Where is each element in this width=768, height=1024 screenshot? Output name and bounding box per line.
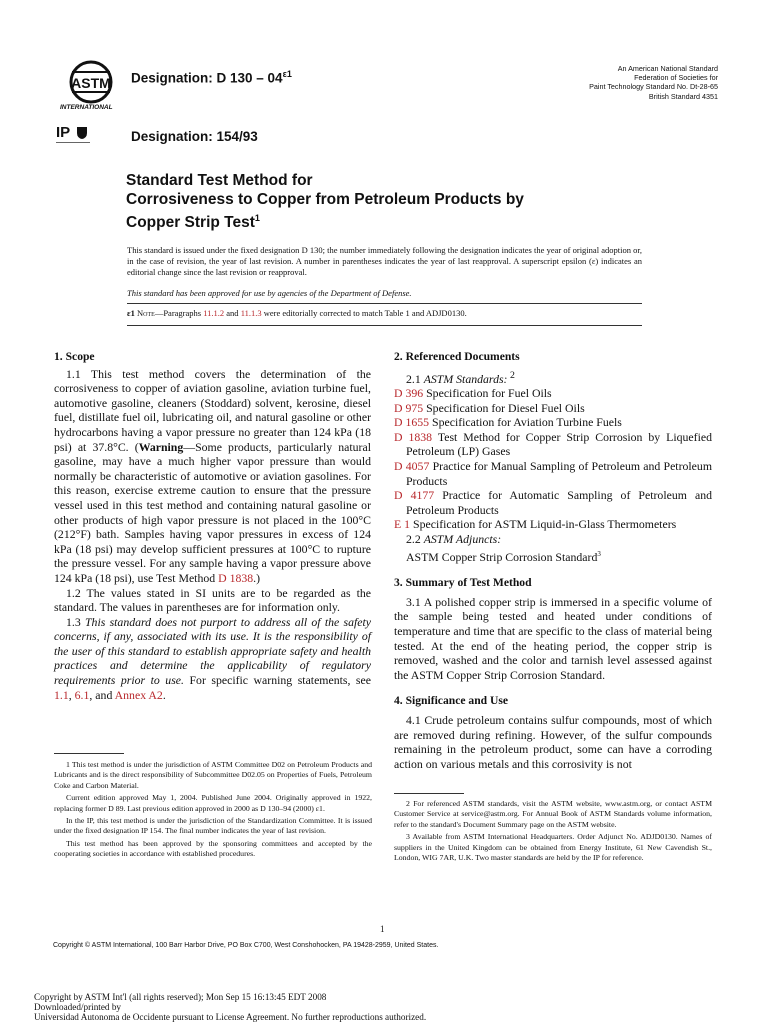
designation-ip: Designation: 154/93 <box>131 129 258 144</box>
adjunct: ASTM Copper Strip Corrosion Standard$^3$ <box>406 549 601 564</box>
ip-logo <box>56 124 90 160</box>
footnote: Current edition approved May 1, 2004. Published June 2004. Originally approved in 1922, replacing former D 89. Last previous edition approved in 2000 as D 130–94 (2000) ε1. <box>54 793 372 813</box>
divider <box>127 325 642 326</box>
document-title <box>126 171 686 232</box>
reference-code-link[interactable]: D 1838 <box>394 429 433 444</box>
paragraph-1-2: 1.2 The values stated in SI units are to be regarded as the standard. The values in parentheses are for information only. <box>54 585 371 615</box>
reference-code-link[interactable]: D 975 <box>394 400 424 415</box>
footnote: In the IP, this test method is under the jurisdiction of the Standardization Committee. It is issued under the fixed designation IP 154. The final number indicates the year of last revision. <box>54 816 372 836</box>
scope-section <box>54 350 371 702</box>
astm-logo-caption: INTERNATIONAL <box>60 104 113 111</box>
subsection-2-2: 2.2 ASTM Adjuncts: <box>406 532 502 547</box>
standard-info-line: British Standard 4351 <box>648 91 718 101</box>
footnotes-left <box>54 760 372 862</box>
paragraph-3-1: 3.1 A polished copper strip is immersed in a specific volume of the sample being tested and heated under conditions of temperature and time that are specific to the class of material being tested. At the end of the heating period, the copper strip is removed, washed and the color and tarnish level assessed against the ASTM Copper Strip Corrosion Standard. <box>394 594 712 682</box>
section-heading: 2. Referenced Documents <box>394 350 520 363</box>
page-number: 1 <box>380 924 385 934</box>
footnote: 1 This test method is under the jurisdiction of ASTM Committee D02 on Petroleum Products and Lubricants and is the direct responsibility of Subcommittee D02.05 on Properties of Fuels, Petroleum Coke and Carbon Material. <box>54 760 372 790</box>
footnote: 2 For referenced ASTM standards, visit the ASTM website, www.astm.org, or contact ASTM Customer Service at service@astm.org. For Annual Book of ASTM Standards volume information, refer to the standard's Document Summary page on the ASTM website. <box>394 799 712 829</box>
footnotes-right <box>394 799 712 865</box>
designation-astm: Designation: D $130 - 04^{\varepsilon 1}$ <box>131 69 292 86</box>
shield-icon <box>76 126 88 140</box>
paragraph-1-1: 1.1 This test method covers the determination of the corrosiveness to copper of aviation gasoline, aviation turbine fuel, automotive gasoline, cleaners (Stoddard) solvent, kerosine, diesel fuel, distillate fuel oil, lubricating oil, and natural gasoline or other hydrocarbons having a vapor pressure no greater than 124 kPa (18 psi) at 37.8°C. (Warning—Some products, particularly natural gasoline, may have a much higher vapor pressure than would normally be characteristic of automotive or aviation gasolines. For this reason, exercise extreme caution to ensure that the pressure vessel used in this test method and containing natural gasoline or other products of high vapor pressure is not placed in the 100°C (212°F) bath. Samples having vapor pressures in excess of 124 kPa (18 psi) may develop sufficient pressures at 100°C to rupture the pressure vessel. For any sample having a vapor pressure above 124 kPa (18 psi), use Test Method D 1838.) <box>54 366 371 585</box>
link-d1838[interactable]: D 1838 <box>218 570 254 585</box>
footnote-divider <box>54 753 124 754</box>
reference-list <box>394 386 712 532</box>
download-line: Copyright by ASTM Int'l (all rights reserved); Mon Sep 15 16:13:45 EDT 2008 <box>34 992 327 1002</box>
footnote: This test method has been approved by the sponsoring committees and accepted by the cooperating societies in accordance with established procedures. <box>54 838 372 859</box>
reference-item: D 396 Specification for Fuel Oils <box>394 386 552 401</box>
reference-code-link[interactable]: D 4177 <box>394 488 435 503</box>
paragraph-4-1: 4.1 Crude petroleum contains sulfur compounds, most of which are removed during refining. However, of the sulfur compounds remaining in the petroleum product, some can have a corroding action on various metals and this corrosivity is not <box>394 712 712 771</box>
reference-code-link[interactable]: D 1655 <box>394 415 430 430</box>
standard-info-block <box>488 64 718 101</box>
ip-logo-text: IP <box>56 124 71 141</box>
divider <box>127 303 642 304</box>
paragraph-1-3: 1.3 This standard does not purport to address all of the safety concerns, if any, associated with its use. It is the responsibility of the user of this standard to establish appropriate safety and health practices and determine the applicability of regulatory requirements prior to use. For specific warning statements, see 1.1, 6.1, and Annex A2. <box>54 614 371 702</box>
dod-approval: This standard has been approved for use by agencies of the Department of Defense. <box>127 288 412 298</box>
footnote: 3 Available from ASTM International Headquarters. Order Adjunct No. ADJD0130. Names of suppliers in the United Kingdom can be obtained from Energy Institute, 61 New Cavendish St., London, WIG 7AR, U.K. Two master standards are held by the IP for reference. <box>394 832 712 863</box>
link-6-1[interactable]: 6.1 <box>74 687 90 702</box>
editorial-note: ε1 Note—Paragraphs 11.1.2 and 11.1.3 were editorially corrected to match Table 1 and ADJD0130. <box>127 308 467 318</box>
reference-item: D 4177 Practice for Automatic Sampling of Petroleum and Petroleum Products <box>394 488 713 517</box>
standard-info-line: Paint Technology Standard No. Dt-28-65 <box>589 82 718 92</box>
download-notice <box>34 992 426 1023</box>
section-heading: 3. Summary of Test Method <box>394 576 532 590</box>
footnote-divider <box>394 793 464 794</box>
reference-code-link[interactable]: D 396 <box>394 386 424 401</box>
download-line: Downloaded/printed by <box>34 1002 122 1013</box>
subsection-2-1: 2.1 ASTM Standards: $^2$ <box>406 369 515 386</box>
title-line: Standard Test Method for <box>126 172 313 189</box>
reference-item: D 975 Specification for Diesel Fuel Oils <box>394 400 585 415</box>
link-11-1-3[interactable]: 11.1.3 <box>240 308 262 318</box>
link-1-1[interactable]: 1.1 <box>54 687 69 702</box>
astm-logo <box>58 58 124 116</box>
copyright-line: Copyright © ASTM International, 100 Barr Harbor Drive, PO Box C700, West Conshohocken, PA 19428-2959, United States. <box>53 942 439 949</box>
standard-info-line: An American National Standard <box>617 64 718 73</box>
reference-item: D 1838 Test Method for Copper Strip Corrosion by Liquefied Petroleum (LP) Gases <box>394 429 712 459</box>
title-line: Copper Strip Test$^1$ <box>126 213 260 232</box>
reference-item: D 1655 Specification for Aviation Turbine Fuels <box>394 415 622 430</box>
right-column <box>394 350 712 771</box>
reference-code-link[interactable]: E 1 <box>394 517 411 532</box>
standard-info-line: Federation of Societies for <box>634 73 718 83</box>
title-line: Corrosiveness to Copper from Petroleum Products by <box>126 191 524 208</box>
reference-item: D 4057 Practice for Manual Sampling of Petroleum and Petroleum Products <box>394 459 712 488</box>
reference-item: E 1 Specification for ASTM Liquid-in-Glass Thermometers <box>394 517 677 532</box>
section-heading: 4. Significance and Use <box>394 694 509 708</box>
reference-code-link[interactable]: D 4057 <box>394 459 430 474</box>
intro-paragraph: This standard is issued under the fixed designation D 130; the number immediately following the designation indicates the year of original adoption or, in the case of revision, the year of last revision. A number in parentheses indicates the year of last reapproval. A superscript epsilon (ε) indicates an editorial change since the last revision or reapproval. <box>127 245 642 278</box>
link-annex-a2[interactable]: Annex A2 <box>114 687 163 702</box>
svg-text:ASTM: ASTM <box>71 75 111 91</box>
download-line: Universidad Autonoma de Occidente pursuant to License Agreement. No further reproductions authorized. <box>34 1012 427 1023</box>
link-11-1-2[interactable]: 11.1.2 <box>203 308 225 318</box>
section-heading: 1. Scope <box>54 350 95 363</box>
